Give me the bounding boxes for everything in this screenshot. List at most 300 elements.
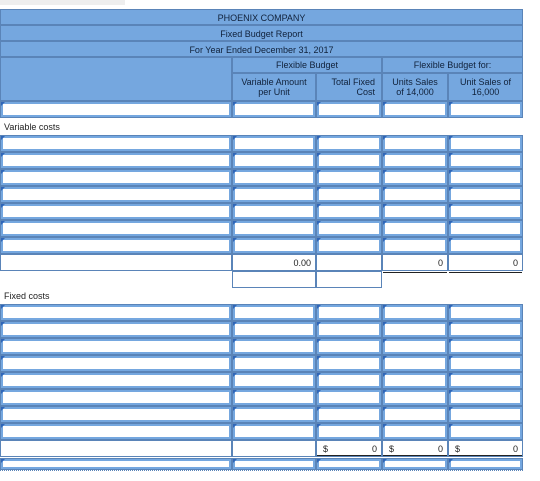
variable-amount-per-unit-input[interactable]: [232, 423, 316, 440]
flexible-budget-header: Flexible Budget: [232, 57, 382, 73]
input-marker-icon: [233, 339, 237, 343]
input-marker-icon: [1, 136, 5, 140]
budget-16000-input[interactable]: [448, 203, 523, 220]
budget-14000-input[interactable]: [382, 220, 448, 237]
input-marker-icon: [317, 136, 321, 140]
budget-16000-input[interactable]: [448, 372, 523, 389]
variable-amount-per-unit-input[interactable]: [232, 372, 316, 389]
input-field-area[interactable]: [451, 189, 520, 200]
input-field-area[interactable]: [385, 104, 445, 115]
input-field-area[interactable]: [385, 375, 445, 386]
input-field-area[interactable]: [235, 223, 313, 234]
input-marker-icon: [233, 204, 237, 208]
input-field-area[interactable]: [451, 324, 520, 335]
budget-16000-input[interactable]: [448, 304, 523, 321]
input-field-area[interactable]: [235, 189, 313, 200]
table-row: [0, 389, 523, 406]
input-field-area[interactable]: [235, 358, 313, 369]
table-row: [0, 321, 523, 338]
input-field-area[interactable]: [3, 240, 229, 251]
input-field-area[interactable]: [235, 375, 313, 386]
input-marker-icon: [1, 356, 5, 360]
unit-sales-of-label: Unit Sales of: [459, 77, 512, 87]
input-field-area[interactable]: [385, 189, 445, 200]
total-fixed-cost-input[interactable]: [316, 423, 382, 440]
input-field-area[interactable]: [451, 358, 520, 369]
variable-amount-per-unit-input[interactable]: [232, 406, 316, 423]
input-field-area[interactable]: [319, 206, 379, 217]
line-item-name-input[interactable]: [0, 186, 232, 203]
variable-amount-per-unit-input[interactable]: [232, 186, 316, 203]
budget-16000-input[interactable]: [448, 406, 523, 423]
input-field-area[interactable]: [319, 240, 379, 251]
input-field-area[interactable]: [3, 189, 229, 200]
budget-16000-input[interactable]: [448, 101, 523, 118]
budget-14000-input[interactable]: [382, 406, 448, 423]
variable-amount-per-unit-input[interactable]: [232, 135, 316, 152]
input-field-area[interactable]: [3, 341, 229, 352]
input-marker-icon: [233, 373, 237, 377]
input-marker-icon: [1, 204, 5, 208]
input-field-area[interactable]: [319, 461, 379, 467]
budget-14000-input[interactable]: [382, 304, 448, 321]
budget-14000-input[interactable]: [382, 389, 448, 406]
input-field-area[interactable]: [385, 223, 445, 234]
line-item-name-input[interactable]: [0, 101, 232, 118]
budget-16000-input[interactable]: [448, 423, 523, 440]
report-period: For Year Ended December 31, 2017: [0, 41, 523, 57]
input-marker-icon: [383, 407, 387, 411]
input-marker-icon: [383, 187, 387, 191]
input-field-area[interactable]: [235, 172, 313, 183]
variable-amount-per-unit-input[interactable]: [232, 169, 316, 186]
budget-14000-input[interactable]: [382, 152, 448, 169]
table-row: [0, 220, 523, 237]
line-item-name-input[interactable]: [0, 237, 232, 254]
per-unit-label: per Unit: [258, 87, 290, 98]
line-item-name-input[interactable]: [0, 423, 232, 440]
input-field-area[interactable]: [3, 138, 229, 149]
line-item-name-input[interactable]: [0, 135, 232, 152]
total-fixed-cost-input[interactable]: [316, 186, 382, 203]
line-item-name-input[interactable]: [0, 152, 232, 169]
fixed-total-per-unit-blank: [232, 440, 316, 457]
input-marker-icon: [449, 356, 453, 360]
input-field-area[interactable]: [319, 375, 379, 386]
variable-amount-per-unit-input[interactable]: [232, 338, 316, 355]
input-field-area[interactable]: [451, 461, 520, 467]
input-field-area[interactable]: [319, 324, 379, 335]
variable-amount-per-unit-input[interactable]: [232, 321, 316, 338]
input-marker-icon: [233, 305, 237, 309]
input-field-area[interactable]: [451, 206, 520, 217]
budget-14000-input[interactable]: [382, 423, 448, 440]
input-marker-icon: [317, 305, 321, 309]
input-marker-icon: [233, 424, 237, 428]
total-value: 0: [437, 443, 443, 454]
table-row: [0, 458, 523, 470]
fixed-costs-total-row: [0, 440, 523, 457]
input-marker-icon: [233, 170, 237, 174]
line-item-name-input[interactable]: [0, 304, 232, 321]
input-marker-icon: [449, 322, 453, 326]
variable-amount-per-unit-input[interactable]: [232, 355, 316, 372]
budget-16000-input[interactable]: [448, 169, 523, 186]
input-marker-icon: [1, 424, 5, 428]
input-field-area[interactable]: [319, 409, 379, 420]
input-marker-icon: [233, 459, 237, 463]
input-field-area[interactable]: [319, 307, 379, 318]
input-marker-icon: [383, 339, 387, 343]
budget-16000-input[interactable]: [448, 237, 523, 254]
input-marker-icon: [383, 390, 387, 394]
total-fixed-cost-input[interactable]: [316, 338, 382, 355]
input-field-area[interactable]: [451, 375, 520, 386]
input-marker-icon: [383, 238, 387, 242]
table-row: [0, 152, 523, 169]
input-marker-icon: [317, 204, 321, 208]
input-field-area[interactable]: [319, 341, 379, 352]
line-item-name-input[interactable]: [0, 203, 232, 220]
input-field-area[interactable]: [385, 206, 445, 217]
budget-16000-input[interactable]: [448, 152, 523, 169]
variable-total-14000: [382, 254, 448, 271]
total-fixed-cost-input[interactable]: [316, 169, 382, 186]
budget-14000-input[interactable]: [382, 458, 448, 470]
input-field-area[interactable]: [235, 341, 313, 352]
input-marker-icon: [317, 238, 321, 242]
budget-16000-input[interactable]: [448, 321, 523, 338]
budget-16000-input[interactable]: [448, 135, 523, 152]
budget-14000-input[interactable]: [382, 101, 448, 118]
input-marker-icon: [449, 238, 453, 242]
input-marker-icon: [449, 390, 453, 394]
input-marker-icon: [449, 305, 453, 309]
input-field-area[interactable]: [451, 104, 520, 115]
total-fixed-cost-input[interactable]: [316, 152, 382, 169]
input-field-area[interactable]: [451, 426, 520, 437]
input-field-area[interactable]: [319, 358, 379, 369]
input-marker-icon: [317, 221, 321, 225]
input-marker-icon: [383, 424, 387, 428]
input-field-area[interactable]: [451, 155, 520, 166]
table-row: [0, 372, 523, 389]
variable-amount-per-unit-input[interactable]: [232, 237, 316, 254]
variable-total-16000: [448, 254, 523, 271]
input-marker-icon: [383, 170, 387, 174]
input-field-area[interactable]: [235, 104, 313, 115]
input-field-area[interactable]: [3, 426, 229, 437]
input-field-area[interactable]: [451, 223, 520, 234]
input-field-area[interactable]: [319, 223, 379, 234]
input-field-area[interactable]: [319, 138, 379, 149]
input-field-area[interactable]: [3, 409, 229, 420]
input-marker-icon: [449, 339, 453, 343]
input-marker-icon: [383, 356, 387, 360]
input-marker-icon: [383, 136, 387, 140]
total-value: 0: [437, 257, 443, 268]
input-marker-icon: [1, 322, 5, 326]
input-marker-icon: [233, 356, 237, 360]
budget-16000-input[interactable]: [448, 186, 523, 203]
input-field-area[interactable]: [319, 426, 379, 437]
line-item-name-input[interactable]: [0, 338, 232, 355]
variable-amount-per-unit-input[interactable]: [232, 101, 316, 118]
input-marker-icon: [317, 407, 321, 411]
total-fixed-cost-input[interactable]: [316, 321, 382, 338]
input-marker-icon: [1, 238, 5, 242]
input-marker-icon: [317, 356, 321, 360]
line-item-name-input[interactable]: [0, 355, 232, 372]
dollar-sign: $: [389, 443, 395, 454]
variable-total-label-cell: [0, 254, 232, 271]
variable-costs-label: Variable costs: [4, 122, 60, 132]
variable-costs-total-row: [0, 254, 523, 271]
input-marker-icon: [449, 373, 453, 377]
budget-14000-input[interactable]: [382, 169, 448, 186]
input-field-area[interactable]: [385, 426, 445, 437]
budget-14000-input[interactable]: [382, 237, 448, 254]
input-marker-icon: [233, 407, 237, 411]
input-field-area[interactable]: [451, 240, 520, 251]
blank-cell: [232, 271, 316, 288]
input-marker-icon: [233, 322, 237, 326]
input-field-area[interactable]: [451, 392, 520, 403]
budget-14000-input[interactable]: [382, 372, 448, 389]
input-marker-icon: [383, 322, 387, 326]
input-field-area[interactable]: [385, 138, 445, 149]
line-item-name-input[interactable]: [0, 321, 232, 338]
blank-cell: [316, 271, 382, 288]
budget-14000-input[interactable]: [382, 135, 448, 152]
budget-16000-input[interactable]: [448, 338, 523, 355]
input-marker-icon: [1, 153, 5, 157]
total-fixed-cost-input[interactable]: [316, 203, 382, 220]
total-fixed-cost-input[interactable]: [316, 135, 382, 152]
total-value: 0: [512, 257, 518, 268]
input-marker-icon: [1, 459, 5, 463]
bottom-dotted-line: [0, 470, 523, 471]
variable-amount-per-unit-input[interactable]: [232, 389, 316, 406]
table-row: [0, 186, 523, 203]
input-marker-icon: [233, 390, 237, 394]
table-row: [0, 135, 523, 152]
input-marker-icon: [233, 238, 237, 242]
input-field-area[interactable]: [3, 172, 229, 183]
table-row: [0, 169, 523, 186]
input-field-area[interactable]: [235, 461, 313, 467]
input-field-area[interactable]: [235, 138, 313, 149]
input-field-area[interactable]: [451, 409, 520, 420]
total-fixed-cost-input[interactable]: [316, 237, 382, 254]
input-field-area[interactable]: [451, 307, 520, 318]
input-field-area[interactable]: [3, 324, 229, 335]
input-marker-icon: [1, 102, 5, 106]
table-row: [0, 423, 523, 440]
input-field-area[interactable]: [3, 307, 229, 318]
budget-16000-input[interactable]: [448, 220, 523, 237]
total-fixed-cost-input[interactable]: [316, 101, 382, 118]
company-name: PHOENIX COMPANY: [0, 9, 523, 25]
input-marker-icon: [233, 221, 237, 225]
input-field-area[interactable]: [385, 240, 445, 251]
total-fixed-cost-input[interactable]: [316, 389, 382, 406]
input-field-area[interactable]: [235, 409, 313, 420]
total-fixed-cost-input[interactable]: [316, 220, 382, 237]
input-field-area[interactable]: [3, 104, 229, 115]
fixed-total-16000: [448, 440, 523, 457]
input-field-area[interactable]: [3, 392, 229, 403]
budget-14000-input[interactable]: [382, 355, 448, 372]
total-fixed-cost-input[interactable]: [316, 304, 382, 321]
variable-amount-per-unit-input[interactable]: [232, 152, 316, 169]
input-field-area[interactable]: [3, 461, 229, 467]
variable-total-per-unit: [232, 254, 316, 271]
input-marker-icon: [383, 373, 387, 377]
input-field-area[interactable]: [385, 461, 445, 467]
input-marker-icon: [1, 407, 5, 411]
budget-14000-input[interactable]: [382, 186, 448, 203]
input-field-area[interactable]: [451, 172, 520, 183]
input-marker-icon: [233, 136, 237, 140]
line-item-name-input[interactable]: [0, 372, 232, 389]
input-marker-icon: [1, 305, 5, 309]
input-field-area[interactable]: [3, 206, 229, 217]
input-marker-icon: [449, 424, 453, 428]
variable-amount-label: Variable Amount: [241, 77, 307, 87]
total-value: 0: [371, 443, 377, 454]
total-value: 0.00: [293, 257, 311, 268]
input-field-area[interactable]: [385, 341, 445, 352]
input-marker-icon: [449, 153, 453, 157]
total-fixed-cost-input[interactable]: [316, 406, 382, 423]
input-marker-icon: [383, 102, 387, 106]
line-item-name-input[interactable]: [0, 220, 232, 237]
input-marker-icon: [317, 373, 321, 377]
variable-amount-per-unit-input[interactable]: [232, 203, 316, 220]
budget-16000-input[interactable]: [448, 458, 523, 470]
input-field-area[interactable]: [3, 358, 229, 369]
table-row: [0, 406, 523, 423]
of-16000-label: 16,000: [471, 87, 500, 98]
input-field-area[interactable]: [385, 409, 445, 420]
input-marker-icon: [383, 153, 387, 157]
total-fixed-cost-input[interactable]: [316, 458, 382, 470]
input-field-area[interactable]: [319, 104, 379, 115]
units-sales-label: Units Sales: [392, 77, 438, 87]
total-value: 0: [512, 443, 518, 454]
table-row: [0, 338, 523, 355]
input-field-area[interactable]: [235, 206, 313, 217]
total-fixed-cost-input[interactable]: [316, 372, 382, 389]
input-marker-icon: [1, 170, 5, 174]
input-marker-icon: [317, 339, 321, 343]
input-field-area[interactable]: [235, 392, 313, 403]
input-field-area[interactable]: [319, 155, 379, 166]
input-field-area[interactable]: [3, 155, 229, 166]
unit-sales-16000-header: [448, 73, 523, 101]
input-marker-icon: [449, 204, 453, 208]
fixed-total-label-cell: [0, 440, 232, 457]
input-marker-icon: [317, 170, 321, 174]
variable-amount-per-unit-input[interactable]: [232, 304, 316, 321]
input-field-area[interactable]: [319, 392, 379, 403]
input-marker-icon: [449, 221, 453, 225]
input-marker-icon: [449, 136, 453, 140]
input-field-area[interactable]: [3, 375, 229, 386]
cost-label: Cost: [356, 87, 375, 98]
input-field-area[interactable]: [385, 392, 445, 403]
table-row: [0, 237, 523, 254]
input-marker-icon: [449, 170, 453, 174]
input-marker-icon: [383, 221, 387, 225]
input-marker-icon: [449, 187, 453, 191]
input-marker-icon: [449, 459, 453, 463]
input-marker-icon: [1, 390, 5, 394]
input-marker-icon: [1, 221, 5, 225]
line-item-name-input[interactable]: [0, 458, 232, 470]
input-field-area[interactable]: [235, 307, 313, 318]
units-sales-14000-header: [382, 73, 448, 101]
input-field-area[interactable]: [385, 172, 445, 183]
spacer-row: [0, 271, 523, 288]
total-fixed-header: [316, 73, 382, 101]
of-14000-label: of 14,000: [396, 87, 434, 98]
fixed-total-14000: [382, 440, 448, 457]
budget-14000-input[interactable]: [382, 203, 448, 220]
input-marker-icon: [383, 204, 387, 208]
budget-14000-input[interactable]: [382, 338, 448, 355]
input-field-area[interactable]: [451, 138, 520, 149]
input-field-area[interactable]: [385, 307, 445, 318]
dollar-sign: $: [323, 443, 329, 454]
input-field-area[interactable]: [451, 341, 520, 352]
budget-14000-input[interactable]: [382, 321, 448, 338]
line-item-name-input[interactable]: [0, 169, 232, 186]
variable-amount-header: [232, 73, 316, 101]
total-fixed-label: Total Fixed: [331, 77, 375, 87]
input-marker-icon: [317, 390, 321, 394]
input-field-area[interactable]: [319, 172, 379, 183]
input-marker-icon: [383, 305, 387, 309]
input-marker-icon: [317, 153, 321, 157]
table-row: [0, 304, 523, 321]
budget-16000-input[interactable]: [448, 389, 523, 406]
input-marker-icon: [383, 459, 387, 463]
line-item-name-input[interactable]: [0, 406, 232, 423]
input-marker-icon: [317, 424, 321, 428]
input-field-area[interactable]: [319, 189, 379, 200]
input-marker-icon: [233, 153, 237, 157]
input-field-area[interactable]: [385, 358, 445, 369]
input-field-area[interactable]: [235, 240, 313, 251]
input-field-area[interactable]: [235, 426, 313, 437]
input-field-area[interactable]: [3, 223, 229, 234]
variable-amount-per-unit-input[interactable]: [232, 220, 316, 237]
variable-amount-per-unit-input[interactable]: [232, 458, 316, 470]
input-field-area[interactable]: [235, 324, 313, 335]
input-field-area[interactable]: [385, 155, 445, 166]
label-header-blank: [0, 57, 232, 101]
total-fixed-cost-input[interactable]: [316, 355, 382, 372]
input-field-area[interactable]: [235, 155, 313, 166]
input-field-area[interactable]: [385, 324, 445, 335]
table-row: [0, 355, 523, 372]
input-marker-icon: [233, 187, 237, 191]
budget-16000-input[interactable]: [448, 355, 523, 372]
report-title: Fixed Budget Report: [0, 25, 523, 41]
line-item-name-input[interactable]: [0, 389, 232, 406]
